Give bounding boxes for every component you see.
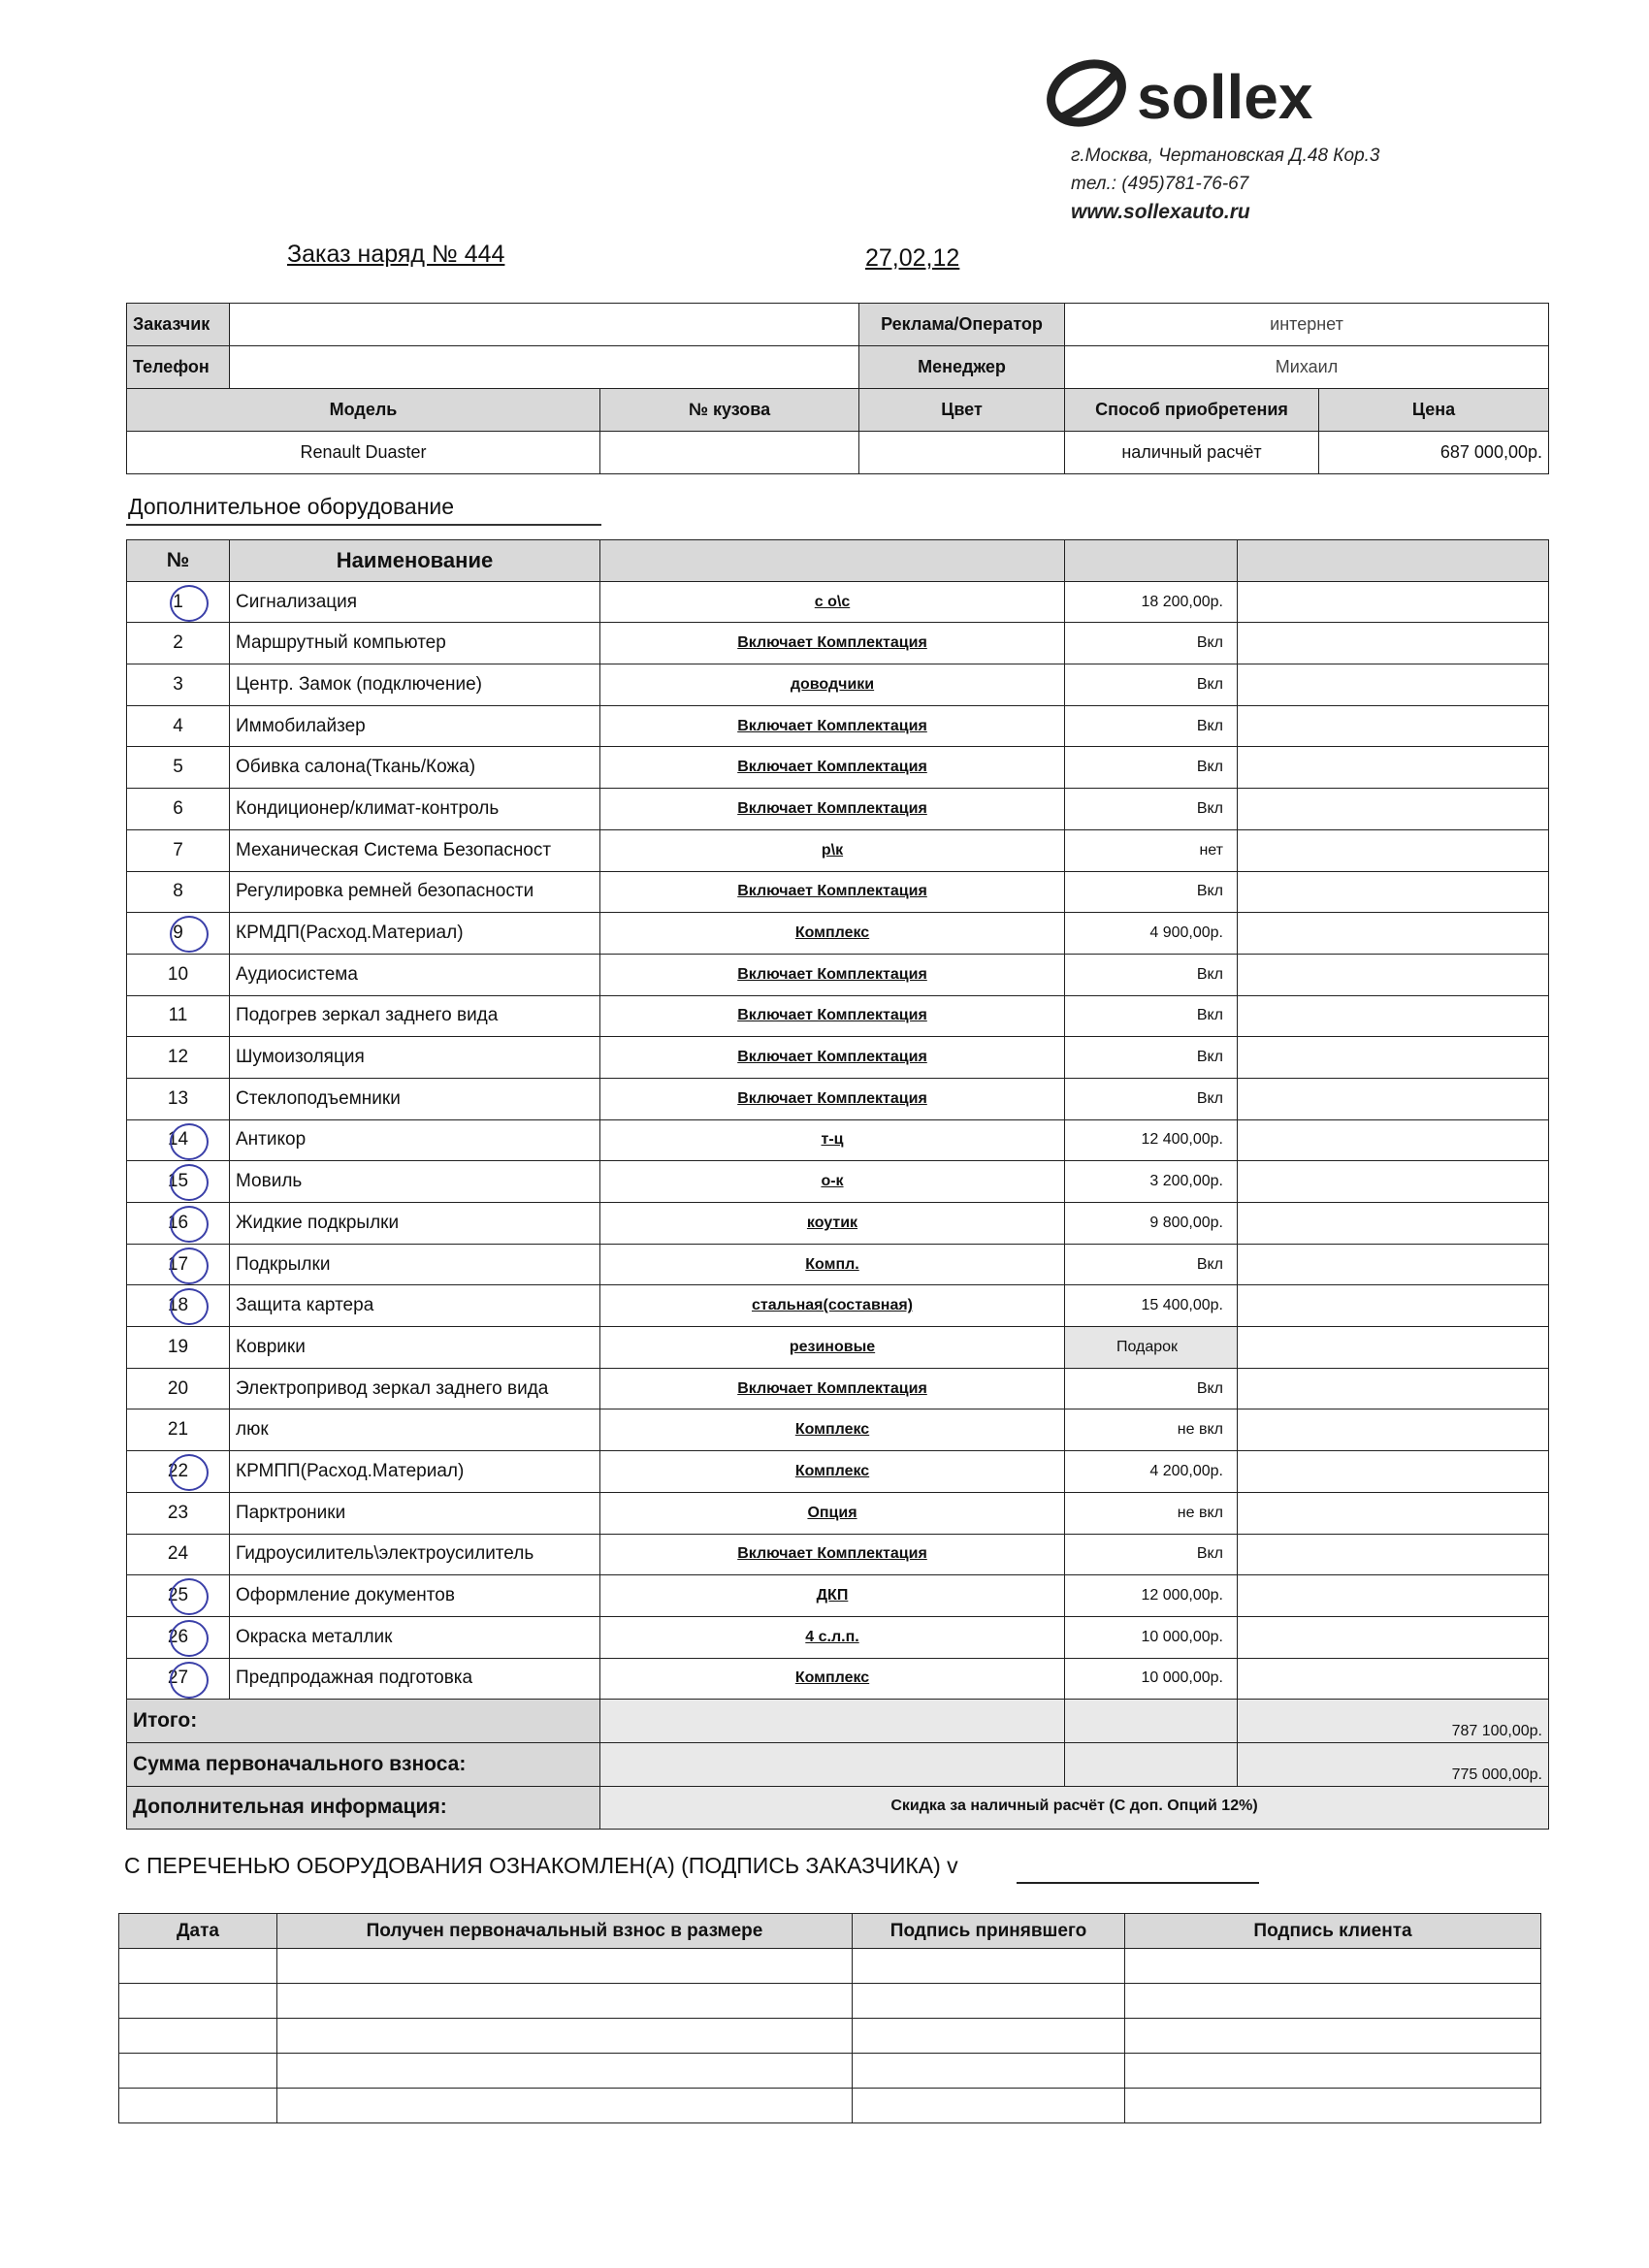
row-notes: [1238, 829, 1549, 871]
row-price: Вкл: [1065, 871, 1238, 913]
row-notes: [1238, 1119, 1549, 1161]
row-option: Включает Комплектация: [600, 623, 1065, 664]
pay-amount-cell[interactable]: [277, 1949, 853, 1984]
equipment-row: [127, 664, 1549, 706]
row-number-text: 9: [173, 923, 183, 944]
row-notes: [1238, 581, 1549, 623]
customer-label: Заказчик: [127, 304, 230, 346]
row-name: Шумоизоляция: [230, 1037, 600, 1079]
row-number-text: 5: [173, 757, 183, 778]
row-price: Вкл: [1065, 954, 1238, 995]
row-name: Центр. Замок (подключение): [230, 664, 600, 706]
row-number-text: 20: [167, 1377, 189, 1399]
row-number: [127, 995, 230, 1037]
row-notes: [1238, 1658, 1549, 1700]
row-name: Предпродажная подготовка: [230, 1658, 600, 1700]
pay-receiver-signature-cell[interactable]: [853, 1984, 1125, 2019]
row-option: Включает Комплектация: [600, 705, 1065, 747]
row-price: Подарок: [1065, 1327, 1238, 1369]
row-option: Опция: [600, 1492, 1065, 1534]
row-name: Подкрылки: [230, 1244, 600, 1285]
total-spacer-2: [1065, 1700, 1238, 1743]
handwritten-circle: [167, 1620, 209, 1657]
phone-label: Телефон: [127, 346, 230, 389]
handwritten-circle: [167, 1247, 209, 1284]
phone-line: тел.: (495)781-76-67: [1071, 174, 1249, 194]
row-option: Включает Комплектация: [600, 1368, 1065, 1409]
equipment-row: [127, 954, 1549, 995]
row-price: не вкл: [1065, 1492, 1238, 1534]
payment-table: [118, 1913, 1541, 2123]
equipment-row: [127, 705, 1549, 747]
row-number-text: 24: [167, 1543, 189, 1565]
total-value: 787 100,00р.: [1238, 1700, 1549, 1743]
row-option: резиновые: [600, 1327, 1065, 1369]
row-name: Гидроусилитель\электроусилитель: [230, 1534, 600, 1575]
row-number: [127, 664, 230, 706]
ad-operator-label: Реклама/Оператор: [859, 304, 1065, 346]
down-payment-label: Сумма первоначального взноса:: [127, 1742, 600, 1786]
handwritten-circle: [167, 1578, 209, 1615]
sollex-logo-mark: [1046, 50, 1395, 138]
logo-text: sollex: [1137, 62, 1313, 132]
row-number-text: 18: [167, 1295, 189, 1316]
equipment-row: [127, 995, 1549, 1037]
customer-table: [126, 303, 1549, 474]
row-name: Окраска металлик: [230, 1616, 600, 1658]
down-payment-spacer: [600, 1742, 1065, 1786]
model-value: Renault Duaster: [127, 432, 600, 474]
row-number: [127, 1534, 230, 1575]
row-number: [127, 1119, 230, 1161]
row-number-text: 19: [167, 1336, 189, 1357]
equipment-row: [127, 1534, 1549, 1575]
pay-receiver-signature-cell[interactable]: [853, 2019, 1125, 2054]
row-number: [127, 1616, 230, 1658]
row-number: [127, 789, 230, 830]
total-spacer: [600, 1700, 1065, 1743]
row-option: Включает Комплектация: [600, 1037, 1065, 1079]
row-price: 10 000,00р.: [1065, 1616, 1238, 1658]
row-option: Комплекс: [600, 913, 1065, 955]
row-notes: [1238, 1244, 1549, 1285]
pay-client-signature-cell[interactable]: [1125, 2054, 1541, 2089]
company-address-block: [1071, 142, 1536, 226]
row-name: Мовиль: [230, 1161, 600, 1203]
row-price: Вкл: [1065, 1244, 1238, 1285]
row-price: Вкл: [1065, 1078, 1238, 1119]
row-number-text: 7: [173, 839, 183, 860]
row-notes: [1238, 1203, 1549, 1245]
pay-client-signature-cell[interactable]: [1125, 2019, 1541, 2054]
row-option: Комплекс: [600, 1451, 1065, 1493]
row-price: Вкл: [1065, 705, 1238, 747]
pay-date-cell[interactable]: [119, 2054, 277, 2089]
row-notes: [1238, 623, 1549, 664]
row-number-text: 23: [167, 1502, 189, 1523]
row-number: [127, 1244, 230, 1285]
col-model: Модель: [127, 389, 600, 432]
handwritten-circle: [170, 916, 209, 953]
equipment-row: [127, 1327, 1549, 1369]
row-number-text: 4: [173, 715, 183, 736]
row-notes: [1238, 1368, 1549, 1409]
row-number-text: 3: [173, 673, 183, 695]
row-number-text: 27: [167, 1668, 189, 1689]
phone-value: [230, 346, 859, 389]
row-number-text: 17: [167, 1253, 189, 1275]
row-number-text: 14: [167, 1129, 189, 1150]
row-number-text: 15: [167, 1171, 189, 1192]
row-price: не вкл: [1065, 1409, 1238, 1451]
total-row: [127, 1700, 1549, 1743]
equipment-table: [126, 539, 1549, 1830]
col-name: Наименование: [230, 540, 600, 582]
row-price: 4 200,00р.: [1065, 1451, 1238, 1493]
row-price: 10 000,00р.: [1065, 1658, 1238, 1700]
row-number: [127, 1037, 230, 1079]
price-value: 687 000,00р.: [1319, 432, 1549, 474]
row-number: [127, 829, 230, 871]
additional-info-label: Дополнительная информация:: [127, 1786, 600, 1830]
row-option: Включает Комплектация: [600, 995, 1065, 1037]
pay-col-receiver-signature: Подпись принявшего: [853, 1914, 1125, 1949]
equipment-row: [127, 1161, 1549, 1203]
pay-amount-cell[interactable]: [277, 2089, 853, 2123]
row-notes: [1238, 747, 1549, 789]
row-number: [127, 1161, 230, 1203]
row-name: Механическая Система Безопасност: [230, 829, 600, 871]
row-number: [127, 1492, 230, 1534]
manager-label: Менеджер: [859, 346, 1065, 389]
row-name: Кондиционер/климат-контроль: [230, 789, 600, 830]
row-option: 4 с.л.п.: [600, 1616, 1065, 1658]
col-purchase-method: Способ приобретения: [1065, 389, 1319, 432]
row-number: [127, 747, 230, 789]
row-price: Вкл: [1065, 1037, 1238, 1079]
row-number-text: 21: [167, 1419, 189, 1441]
pay-client-signature-cell[interactable]: [1125, 2089, 1541, 2123]
row-name: Аудиосистема: [230, 954, 600, 995]
row-name: Антикор: [230, 1119, 600, 1161]
equipment-row: [127, 1616, 1549, 1658]
row-number-text: 16: [167, 1212, 189, 1233]
row-notes: [1238, 1161, 1549, 1203]
row-number-text: 26: [167, 1626, 189, 1647]
total-label: Итого:: [127, 1700, 600, 1743]
handwritten-circle: [167, 1454, 209, 1491]
ad-operator-value: интернет: [1065, 304, 1549, 346]
row-price: Вкл: [1065, 995, 1238, 1037]
row-option: Включает Комплектация: [600, 789, 1065, 830]
row-number-text: 2: [173, 632, 183, 654]
equipment-row: [127, 1244, 1549, 1285]
row-price: Вкл: [1065, 789, 1238, 830]
down-payment-value: 775 000,00р.: [1238, 1742, 1549, 1786]
row-option: стальная(составная): [600, 1285, 1065, 1327]
row-number-text: 11: [168, 1005, 188, 1026]
row-price: Вкл: [1065, 664, 1238, 706]
pay-date-cell[interactable]: [119, 2019, 277, 2054]
row-price: Вкл: [1065, 747, 1238, 789]
col-extra-header: [1238, 540, 1549, 582]
row-notes: [1238, 1078, 1549, 1119]
website-line: www.sollexauto.ru: [1071, 201, 1250, 223]
row-option: Включает Комплектация: [600, 1534, 1065, 1575]
row-notes: [1238, 913, 1549, 955]
pay-amount-cell[interactable]: [277, 1984, 853, 2019]
row-number: [127, 1658, 230, 1700]
manager-value: Михаил: [1065, 346, 1549, 389]
row-notes: [1238, 664, 1549, 706]
row-notes: [1238, 1037, 1549, 1079]
payment-row: [119, 2054, 1541, 2089]
row-notes: [1238, 1409, 1549, 1451]
equipment-row: [127, 1078, 1549, 1119]
row-name: КРМПП(Расход.Материал): [230, 1451, 600, 1493]
row-number-text: 10: [167, 963, 189, 985]
row-notes: [1238, 1534, 1549, 1575]
row-notes: [1238, 1451, 1549, 1493]
down-payment-spacer-2: [1065, 1742, 1238, 1786]
equipment-row: [127, 1119, 1549, 1161]
row-number: [127, 1078, 230, 1119]
row-price: 3 200,00р.: [1065, 1161, 1238, 1203]
address-line: г.Москва, Чертановская Д.48 Кор.3: [1071, 146, 1380, 166]
row-option: Включает Комплектация: [600, 871, 1065, 913]
row-price: 12 400,00р.: [1065, 1119, 1238, 1161]
row-option: Компл.: [600, 1244, 1065, 1285]
row-name: Обивка салона(Ткань/Кожа): [230, 747, 600, 789]
row-number-text: 6: [173, 797, 183, 819]
row-number: [127, 581, 230, 623]
col-number: №: [127, 540, 230, 582]
col-body-number: № кузова: [600, 389, 859, 432]
pay-col-date: Дата: [119, 1914, 277, 1949]
row-name: Иммобилайзер: [230, 705, 600, 747]
row-option: Комплекс: [600, 1409, 1065, 1451]
equipment-row: [127, 913, 1549, 955]
row-notes: [1238, 954, 1549, 995]
pay-client-signature-cell[interactable]: [1125, 1949, 1541, 1984]
row-name: Стеклоподъемники: [230, 1078, 600, 1119]
row-notes: [1238, 995, 1549, 1037]
row-option: Комплекс: [600, 1658, 1065, 1700]
row-number: [127, 1285, 230, 1327]
row-option: с о\с: [600, 581, 1065, 623]
row-price: 18 200,00р.: [1065, 581, 1238, 623]
handwritten-circle: [167, 1288, 209, 1325]
row-notes: [1238, 1492, 1549, 1534]
title-underline: [126, 524, 601, 526]
row-option: т-ц: [600, 1119, 1065, 1161]
row-number: [127, 913, 230, 955]
pay-col-amount: Получен первоначальный взнос в размере: [277, 1914, 853, 1949]
equipment-row: [127, 1451, 1549, 1493]
row-name: Коврики: [230, 1327, 600, 1369]
pay-date-cell[interactable]: [119, 1984, 277, 2019]
row-name: Сигнализация: [230, 581, 600, 623]
row-notes: [1238, 789, 1549, 830]
equipment-row: [127, 1368, 1549, 1409]
confirmation-text: С ПЕРЕЧЕНЬЮ ОБОРУДОВАНИЯ ОЗНАКОМЛЕН(А) (ПОДПИСЬ ЗАКАЗЧИКА) v: [124, 1853, 958, 1878]
row-price: нет: [1065, 829, 1238, 871]
equipment-row: [127, 1492, 1549, 1534]
row-number-text: 1: [173, 591, 183, 612]
pay-client-signature-cell[interactable]: [1125, 1984, 1541, 2019]
pay-amount-cell[interactable]: [277, 2019, 853, 2054]
row-number: [127, 954, 230, 995]
row-price: 12 000,00р.: [1065, 1575, 1238, 1617]
row-number: [127, 1451, 230, 1493]
equipment-row: [127, 1409, 1549, 1451]
handwritten-circle: [167, 1123, 209, 1160]
row-name: люк: [230, 1409, 600, 1451]
row-number-text: 12: [167, 1047, 189, 1068]
equipment-row: [127, 789, 1549, 830]
row-notes: [1238, 871, 1549, 913]
row-option: ДКП: [600, 1575, 1065, 1617]
row-name: Защита картера: [230, 1285, 600, 1327]
pay-col-client-signature: Подпись клиента: [1125, 1914, 1541, 1949]
row-name: Оформление документов: [230, 1575, 600, 1617]
order-date: 27,02,12: [865, 244, 960, 272]
row-number: [127, 623, 230, 664]
row-option: Включает Комплектация: [600, 747, 1065, 789]
equipment-row: [127, 1037, 1549, 1079]
row-number-text: 13: [167, 1087, 189, 1109]
pay-receiver-signature-cell[interactable]: [853, 2089, 1125, 2123]
equipment-row: [127, 747, 1549, 789]
handwritten-circle: [167, 1164, 209, 1201]
equipment-row: [127, 1285, 1549, 1327]
equipment-row: [127, 581, 1549, 623]
row-number: [127, 871, 230, 913]
row-notes: [1238, 1327, 1549, 1369]
additional-info-row: [127, 1786, 1549, 1830]
customer-signature-line[interactable]: [1017, 1882, 1259, 1884]
row-price: 15 400,00р.: [1065, 1285, 1238, 1327]
row-number: [127, 1203, 230, 1245]
pay-receiver-signature-cell[interactable]: [853, 1949, 1125, 1984]
equipment-row: [127, 623, 1549, 664]
row-name: Подогрев зеркал заднего вида: [230, 995, 600, 1037]
pay-date-cell[interactable]: [119, 2089, 277, 2123]
customer-value: [230, 304, 859, 346]
pay-amount-cell[interactable]: [277, 2054, 853, 2089]
equipment-row: [127, 1575, 1549, 1617]
row-option: Включает Комплектация: [600, 954, 1065, 995]
row-price: 9 800,00р.: [1065, 1203, 1238, 1245]
row-number: [127, 1409, 230, 1451]
payment-row: [119, 2019, 1541, 2054]
row-number-text: 8: [173, 881, 183, 902]
row-price: Вкл: [1065, 1534, 1238, 1575]
additional-info-value: Скидка за наличный расчёт (С доп. Опций 12%): [600, 1786, 1549, 1830]
handwritten-circle: [167, 1206, 209, 1243]
equipment-row: [127, 871, 1549, 913]
row-name: Жидкие подкрылки: [230, 1203, 600, 1245]
handwritten-circle: [167, 1662, 209, 1699]
col-option-header: [600, 540, 1065, 582]
row-name: КРМДП(Расход.Материал): [230, 913, 600, 955]
row-number: [127, 1368, 230, 1409]
payment-row: [119, 2089, 1541, 2123]
row-number-text: 22: [167, 1460, 189, 1481]
row-option: Включает Комплектация: [600, 1078, 1065, 1119]
col-price-header: [1065, 540, 1238, 582]
row-number: [127, 705, 230, 747]
equipment-row: [127, 1658, 1549, 1700]
order-title: Заказ наряд № 444: [287, 241, 505, 268]
row-notes: [1238, 705, 1549, 747]
equipment-row: [127, 1203, 1549, 1245]
col-color: Цвет: [859, 389, 1065, 432]
row-option: доводчики: [600, 664, 1065, 706]
body-number-value: [600, 432, 859, 474]
row-name: Парктроники: [230, 1492, 600, 1534]
purchase-method-value: наличный расчёт: [1065, 432, 1319, 474]
pay-date-cell[interactable]: [119, 1949, 277, 1984]
row-option: р\к: [600, 829, 1065, 871]
row-number: [127, 1575, 230, 1617]
row-number: [127, 1327, 230, 1369]
payment-row: [119, 1984, 1541, 2019]
row-name: Регулировка ремней безопасности: [230, 871, 600, 913]
row-price: 4 900,00р.: [1065, 913, 1238, 955]
sollex-logo: [1046, 50, 1395, 138]
extra-equipment-title: Дополнительное оборудование: [128, 494, 455, 519]
down-payment-row: [127, 1742, 1549, 1786]
col-price: Цена: [1319, 389, 1549, 432]
row-notes: [1238, 1575, 1549, 1617]
color-value: [859, 432, 1065, 474]
handwritten-circle: [170, 585, 209, 622]
row-option: коутик: [600, 1203, 1065, 1245]
equipment-row: [127, 829, 1549, 871]
row-price: Вкл: [1065, 623, 1238, 664]
row-name: Электропривод зеркал заднего вида: [230, 1368, 600, 1409]
row-price: Вкл: [1065, 1368, 1238, 1409]
pay-receiver-signature-cell[interactable]: [853, 2054, 1125, 2089]
payment-row: [119, 1949, 1541, 1984]
row-name: Маршрутный компьютер: [230, 623, 600, 664]
row-number-text: 25: [167, 1585, 189, 1606]
row-notes: [1238, 1616, 1549, 1658]
row-option: о-к: [600, 1161, 1065, 1203]
row-notes: [1238, 1285, 1549, 1327]
